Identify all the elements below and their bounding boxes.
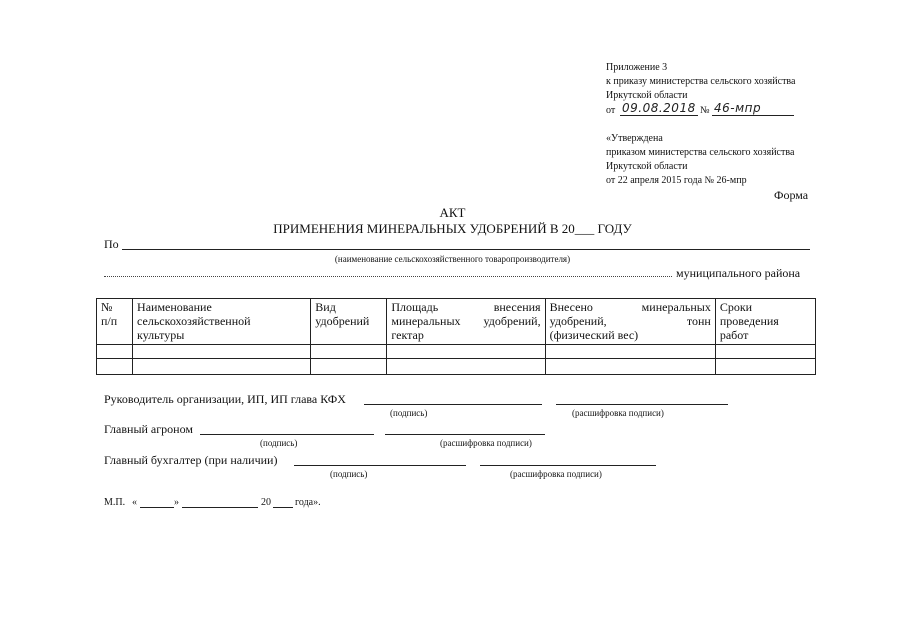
header-cell-number (97, 299, 133, 345)
table-cell[interactable] (133, 359, 311, 375)
approved-line-3: Иркутской области (606, 161, 688, 172)
appendix-date-prefix: от (606, 105, 616, 116)
appendix-line-2: к приказу министерства сельского хозяйства (606, 76, 796, 87)
document-subtitle: ПРИМЕНЕНИЯ МИНЕРАЛЬНЫХ УДОБРЕНИЙ В 20___ ГОДУ (273, 221, 632, 236)
year-prefix: 20 (261, 497, 271, 508)
day-field[interactable] (140, 507, 174, 508)
district-field[interactable] (104, 276, 672, 277)
header-cell-dates (715, 299, 815, 345)
head-decode-field[interactable] (556, 404, 728, 405)
table-cell[interactable] (545, 359, 715, 375)
header-text: удобрений (315, 314, 370, 328)
producer-field[interactable] (122, 249, 810, 250)
agronomist-decode-field[interactable] (385, 434, 545, 435)
header-text: минеральных удобрений, (391, 314, 541, 328)
header-cell-crop (133, 299, 311, 345)
date-close-quote: » (174, 497, 179, 508)
header-cell-type (311, 299, 387, 345)
document-title: АКТ (439, 205, 466, 220)
fertilizer-table (96, 298, 816, 375)
num-underline (712, 115, 794, 116)
table-header-row (97, 299, 816, 345)
table-cell[interactable] (133, 345, 311, 359)
header-cell-area (387, 299, 545, 345)
header-text: культуры (137, 328, 185, 342)
table-cell[interactable] (715, 359, 815, 375)
table-row (97, 345, 816, 359)
appendix-num-handwritten: 46-мпр (714, 101, 762, 115)
header-text: Вид (315, 300, 336, 314)
po-label: По (104, 237, 119, 251)
agronomist-label: Главный агроном (104, 422, 193, 436)
year-suffix: года». (295, 497, 321, 508)
producer-caption: (наименование сельскохозяйственного товаропроизводителя) (334, 254, 571, 264)
table-row (97, 359, 816, 375)
date-open-quote: « (132, 497, 137, 508)
header-text: гектар (391, 328, 424, 342)
table-cell[interactable] (545, 345, 715, 359)
agronomist-signature-field[interactable] (200, 434, 374, 435)
head-sign-caption: (подпись) (390, 408, 428, 418)
header-text: Сроки (719, 300, 753, 314)
header-text: № (101, 300, 113, 314)
table-cell[interactable] (311, 359, 387, 375)
accountant-signature-field[interactable] (294, 465, 466, 466)
header-text: (физический вес) (549, 328, 639, 342)
month-field[interactable] (182, 507, 258, 508)
header-text: удобрений, тонн (549, 314, 711, 328)
accountant-sign-caption: (подпись) (330, 469, 368, 479)
approved-line-1: «Утверждена (606, 133, 663, 144)
agronomist-sign-caption: (подпись) (260, 438, 298, 448)
form-label: Форма (774, 188, 809, 202)
table-cell[interactable] (387, 345, 545, 359)
table-cell[interactable] (97, 345, 133, 359)
approved-line-4: от 22 апреля 2015 года № 26-мпр (606, 175, 747, 186)
appendix-date-handwritten: 09.08.2018 (622, 101, 696, 115)
stamp-label: М.П. (104, 497, 126, 508)
district-label: муниципального района (676, 266, 801, 280)
header-text: Внесено минеральных (549, 300, 711, 314)
header-text: проведения (719, 314, 779, 328)
agronomist-decode-caption: (расшифровка подписи) (440, 438, 532, 448)
header-text: работ (719, 328, 749, 342)
head-signature-label: Руководитель организации, ИП, ИП глава КФХ (104, 392, 346, 406)
table-cell[interactable] (387, 359, 545, 375)
appendix-line-1: Приложение 3 (606, 62, 668, 73)
header-text: сельскохозяйственной (137, 314, 251, 328)
accountant-decode-field[interactable] (480, 465, 656, 466)
appendix-num-prefix: № (700, 105, 710, 116)
year-field[interactable] (273, 507, 293, 508)
header-text: Наименование (137, 300, 212, 314)
table-cell[interactable] (97, 359, 133, 375)
approved-line-2: приказом министерства сельского хозяйства (606, 147, 795, 158)
header-text: Площадь внесения (391, 300, 541, 314)
appendix-line-3: Иркутской области (606, 90, 688, 101)
accountant-decode-caption: (расшифровка подписи) (510, 469, 602, 479)
head-decode-caption: (расшифровка подписи) (572, 408, 664, 418)
table-cell[interactable] (311, 345, 387, 359)
accountant-label: Главный бухгалтер (при наличии) (104, 453, 278, 467)
date-underline (620, 115, 698, 116)
head-signature-field[interactable] (364, 404, 542, 405)
header-cell-applied (545, 299, 715, 345)
header-text: п/п (101, 314, 118, 328)
table-cell[interactable] (715, 345, 815, 359)
